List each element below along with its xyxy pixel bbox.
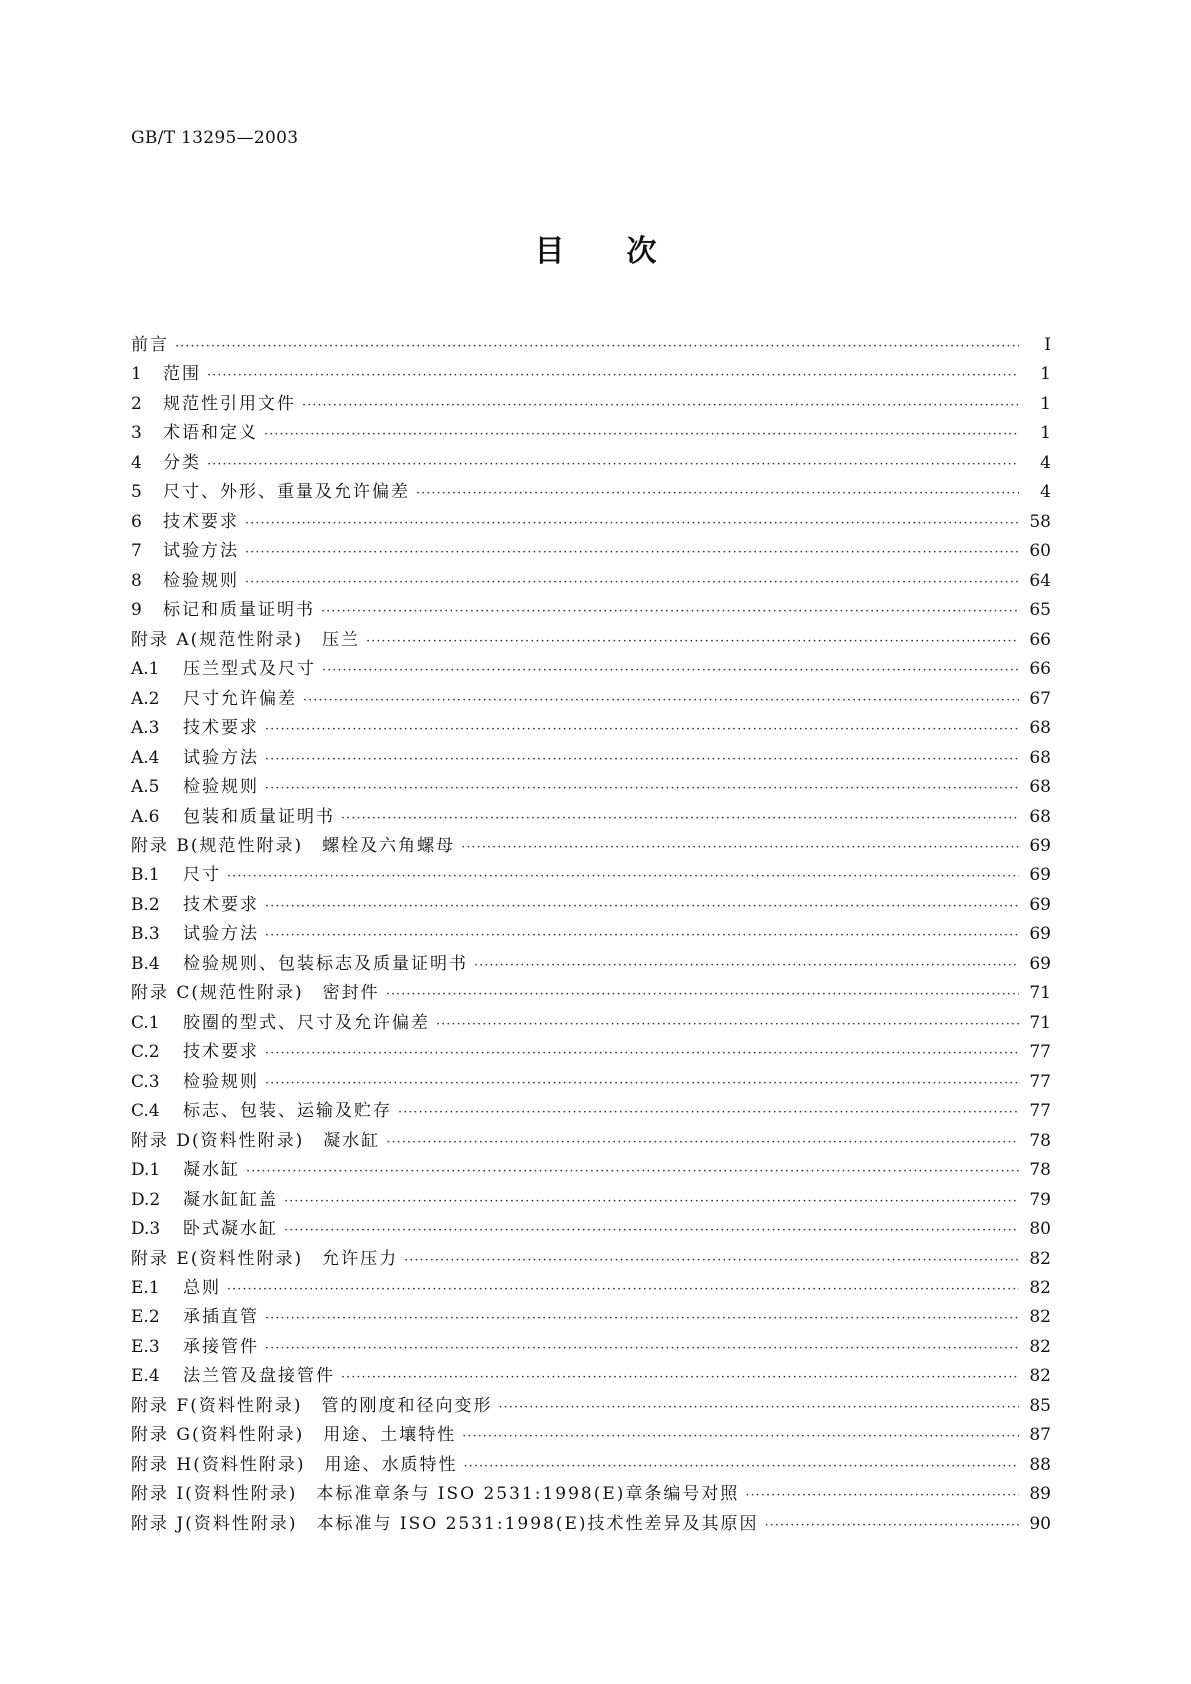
toc-entry-title: 承插直管 xyxy=(183,1307,259,1328)
toc-entry-title: 技术要求 xyxy=(183,718,259,739)
toc-dot-leader xyxy=(207,457,1019,472)
toc-entry-title: 凝水缸缸盖 xyxy=(183,1189,278,1210)
toc-entry-page: 68 xyxy=(1029,777,1051,798)
toc-dot-leader xyxy=(265,1341,1019,1356)
toc-entry-number: A.4 xyxy=(131,747,160,768)
toc-entry-title: 标志、包装、运输及贮存 xyxy=(183,1101,392,1122)
toc-title-char-1: 目 xyxy=(534,234,565,269)
toc-entry-page: 77 xyxy=(1029,1071,1051,1092)
toc-entry-number: 4 xyxy=(131,452,142,473)
toc-entry[interactable] xyxy=(131,1450,1051,1479)
toc-entry-number: 5 xyxy=(131,482,142,503)
toc-entry-title: 附录 E(资料性附录) 允许压力 xyxy=(131,1248,399,1269)
toc-title-char-2: 次 xyxy=(626,234,657,269)
toc-entry[interactable] xyxy=(131,949,1051,978)
toc-entry-number: D.2 xyxy=(131,1189,161,1210)
toc-entry-title: 附录 G(资料性附录) 用途、土壤特性 xyxy=(131,1425,457,1446)
toc-entry-number: B.2 xyxy=(131,894,160,915)
toc-entry[interactable] xyxy=(131,1155,1051,1184)
toc-entry[interactable] xyxy=(131,802,1051,831)
toc-entry-title: 压兰型式及尺寸 xyxy=(183,659,316,680)
table-of-contents xyxy=(131,330,1051,1538)
toc-entry-page: 82 xyxy=(1029,1307,1051,1328)
toc-dot-leader xyxy=(265,722,1019,737)
toc-entry-page: 66 xyxy=(1029,659,1051,680)
toc-entry-number: C.4 xyxy=(131,1101,160,1122)
toc-entry[interactable] xyxy=(131,713,1051,742)
toc-entry-title: 凝水缸 xyxy=(183,1160,240,1181)
toc-entry[interactable] xyxy=(131,448,1051,477)
toc-entry[interactable] xyxy=(131,1037,1051,1066)
toc-entry[interactable] xyxy=(131,1479,1051,1508)
toc-entry-page: 66 xyxy=(1029,629,1051,650)
toc-dot-leader xyxy=(436,1017,1019,1032)
toc-entry-title: 检验规则 xyxy=(183,1071,259,1092)
toc-entry-title: 规范性引用文件 xyxy=(163,393,296,414)
toc-entry-number: C.2 xyxy=(131,1042,160,1063)
toc-entry[interactable] xyxy=(131,1214,1051,1243)
toc-entry-title: 术语和定义 xyxy=(163,423,258,444)
toc-entry[interactable] xyxy=(131,418,1051,447)
toc-dot-leader xyxy=(245,516,1019,531)
toc-entry-number: D.1 xyxy=(131,1160,161,1181)
toc-entry[interactable] xyxy=(131,1185,1051,1214)
toc-dot-leader xyxy=(474,958,1019,973)
toc-dot-leader xyxy=(265,1076,1019,1091)
toc-entry-number: 6 xyxy=(131,511,142,532)
toc-entry[interactable] xyxy=(131,1391,1051,1420)
toc-entry-page: 68 xyxy=(1029,718,1051,739)
toc-entry-title: 附录 A(规范性附录) 压兰 xyxy=(131,629,360,650)
toc-entry-title: 总则 xyxy=(183,1278,221,1298)
toc-entry-page: 69 xyxy=(1029,953,1051,974)
toc-entry-page: 68 xyxy=(1029,806,1051,827)
toc-entry-number: 1 xyxy=(131,364,142,385)
toc-entry-title: 前言 xyxy=(131,335,169,355)
toc-entry-title: 范围 xyxy=(163,364,201,385)
toc-entry[interactable] xyxy=(131,1302,1051,1331)
toc-entry-page: 68 xyxy=(1029,747,1051,768)
toc-title xyxy=(0,226,1191,270)
toc-dot-leader xyxy=(265,1046,1019,1061)
toc-entry[interactable] xyxy=(131,389,1051,418)
toc-entry-number: D.3 xyxy=(131,1219,161,1240)
toc-entry-page: 64 xyxy=(1029,570,1051,591)
toc-dot-leader xyxy=(321,604,1019,619)
toc-entry[interactable] xyxy=(131,1509,1051,1538)
toc-entry-number: B.1 xyxy=(131,865,160,886)
toc-entry[interactable] xyxy=(131,772,1051,801)
toc-dot-leader xyxy=(246,1164,1019,1179)
toc-entry[interactable] xyxy=(131,477,1051,506)
toc-entry-number: A.3 xyxy=(131,718,160,739)
toc-dot-leader xyxy=(322,663,1019,678)
toc-dot-leader xyxy=(386,987,1019,1002)
toc-entry-page: 65 xyxy=(1029,600,1051,621)
toc-entry-page: 88 xyxy=(1029,1454,1051,1475)
toc-entry[interactable] xyxy=(131,1067,1051,1096)
toc-entry-page: 85 xyxy=(1029,1395,1051,1416)
toc-entry-page: 69 xyxy=(1029,835,1051,856)
toc-entry-page: 78 xyxy=(1029,1130,1051,1151)
toc-entry-title: 尺寸、外形、重量及允许偏差 xyxy=(163,482,410,503)
toc-entry-page: 1 xyxy=(1040,393,1051,414)
toc-entry-title: 技术要求 xyxy=(183,1042,259,1063)
toc-dot-leader xyxy=(303,693,1019,708)
toc-entry[interactable] xyxy=(131,831,1051,860)
toc-entry[interactable] xyxy=(131,684,1051,713)
toc-entry-page: 67 xyxy=(1029,688,1051,709)
toc-entry-title: 附录 H(资料性附录) 用途、水质特性 xyxy=(131,1454,458,1475)
toc-entry[interactable] xyxy=(131,566,1051,595)
toc-dot-leader xyxy=(745,1488,1019,1503)
toc-entry-page: 87 xyxy=(1029,1425,1051,1446)
toc-dot-leader xyxy=(265,1311,1019,1326)
toc-dot-leader xyxy=(264,427,1019,442)
toc-entry-title: 附录 J(资料性附录) 本标准与 ISO 2531:1998(E)技术性差异及其原因 xyxy=(131,1513,759,1534)
toc-dot-leader xyxy=(207,368,1019,383)
toc-entry-number: E.2 xyxy=(131,1307,160,1328)
toc-entry-page: 78 xyxy=(1029,1160,1051,1181)
toc-dot-leader xyxy=(386,1135,1019,1150)
toc-dot-leader xyxy=(461,840,1019,855)
toc-entry[interactable] xyxy=(131,625,1051,654)
toc-entry-number: 7 xyxy=(131,541,142,562)
toc-entry-title: 尺寸允许偏差 xyxy=(183,688,297,709)
toc-entry[interactable] xyxy=(131,890,1051,919)
toc-entry-title: 尺寸 xyxy=(183,865,221,886)
toc-entry-page: 82 xyxy=(1029,1336,1051,1357)
toc-entry-number: A.6 xyxy=(131,806,160,827)
toc-entry[interactable] xyxy=(131,860,1051,889)
toc-dot-leader xyxy=(366,634,1019,649)
toc-entry-title: 卧式凝水缸 xyxy=(183,1219,278,1240)
toc-entry-number: A.1 xyxy=(131,659,160,680)
toc-entry[interactable] xyxy=(131,919,1051,948)
toc-entry-page: 82 xyxy=(1029,1366,1051,1387)
toc-entry-page: 71 xyxy=(1029,1012,1051,1033)
toc-entry-page: 60 xyxy=(1029,541,1051,562)
toc-dot-leader xyxy=(302,398,1019,413)
toc-entry-number: 3 xyxy=(131,423,142,444)
toc-entry[interactable] xyxy=(131,1096,1051,1125)
toc-dot-leader xyxy=(404,1253,1019,1268)
toc-entry-number: E.3 xyxy=(131,1336,160,1357)
toc-entry-title: 试验方法 xyxy=(183,747,259,768)
toc-dot-leader xyxy=(227,1282,1019,1297)
toc-entry-title: 附录 C(规范性附录) 密封件 xyxy=(131,983,380,1004)
toc-entry-page: 90 xyxy=(1029,1513,1051,1534)
toc-entry-title: 胶圈的型式、尺寸及允许偏差 xyxy=(183,1012,430,1033)
toc-entry-title: 分类 xyxy=(163,452,201,473)
toc-entry-page: 58 xyxy=(1029,511,1051,532)
toc-entry[interactable] xyxy=(131,595,1051,624)
toc-entry-page: 1 xyxy=(1040,423,1051,444)
toc-entry-number: 9 xyxy=(131,600,142,621)
toc-dot-leader xyxy=(265,752,1019,767)
toc-entry-title: 技术要求 xyxy=(163,511,239,532)
toc-entry-title: 法兰管及盘接管件 xyxy=(183,1366,335,1387)
toc-entry-number: 2 xyxy=(131,393,142,414)
toc-entry-title: 附录 D(资料性附录) 凝水缸 xyxy=(131,1130,381,1151)
toc-entry-number: C.1 xyxy=(131,1012,160,1033)
toc-entry[interactable] xyxy=(131,978,1051,1007)
standard-number: GB/T 13295—2003 xyxy=(131,128,299,148)
toc-dot-leader xyxy=(341,1370,1019,1385)
toc-entry[interactable] xyxy=(131,1420,1051,1449)
toc-dot-leader xyxy=(462,1429,1019,1444)
toc-dot-leader xyxy=(245,575,1019,590)
toc-dot-leader xyxy=(227,869,1019,884)
toc-dot-leader xyxy=(498,1400,1019,1415)
toc-entry-title: 检验规则、包装标志及质量证明书 xyxy=(183,953,468,974)
toc-entry-title: 包装和质量证明书 xyxy=(183,806,335,827)
toc-entry[interactable] xyxy=(131,1273,1051,1302)
toc-entry-page: 77 xyxy=(1029,1101,1051,1122)
toc-dot-leader xyxy=(265,928,1019,943)
toc-dot-leader xyxy=(245,545,1019,560)
toc-entry-page: 89 xyxy=(1029,1484,1051,1505)
toc-dot-leader xyxy=(284,1194,1019,1209)
toc-entry-page: 69 xyxy=(1029,894,1051,915)
toc-entry[interactable] xyxy=(131,1244,1051,1273)
toc-entry[interactable] xyxy=(131,536,1051,565)
toc-entry-title: 附录 F(资料性附录) 管的刚度和径向变形 xyxy=(131,1395,493,1416)
toc-dot-leader xyxy=(416,486,1019,501)
toc-entry-title: 标记和质量证明书 xyxy=(163,600,315,621)
toc-entry-title: 试验方法 xyxy=(163,541,239,562)
toc-entry-page: 79 xyxy=(1029,1189,1051,1210)
toc-entry-number: C.3 xyxy=(131,1071,160,1092)
toc-entry-page: 77 xyxy=(1029,1042,1051,1063)
toc-entry-page: 69 xyxy=(1029,865,1051,886)
toc-entry-number: A.2 xyxy=(131,688,160,709)
toc-entry-number: E.1 xyxy=(131,1278,160,1298)
toc-entry-page: 1 xyxy=(1040,364,1051,385)
toc-entry-number: 8 xyxy=(131,570,142,591)
toc-dot-leader xyxy=(175,339,1019,354)
toc-entry[interactable] xyxy=(131,359,1051,388)
toc-entry-title: 承接管件 xyxy=(183,1336,259,1357)
toc-entry[interactable] xyxy=(131,743,1051,772)
toc-entry-number: E.4 xyxy=(131,1366,160,1387)
toc-entry[interactable] xyxy=(131,1361,1051,1390)
toc-dot-leader xyxy=(398,1105,1019,1120)
toc-entry-page: 80 xyxy=(1029,1219,1051,1240)
toc-entry[interactable] xyxy=(131,1008,1051,1037)
toc-entry[interactable] xyxy=(131,507,1051,536)
toc-entry[interactable] xyxy=(131,1332,1051,1361)
toc-entry-title: 技术要求 xyxy=(183,894,259,915)
toc-entry-page: 82 xyxy=(1029,1278,1051,1298)
toc-entry-page: 82 xyxy=(1029,1248,1051,1269)
toc-entry-title: 试验方法 xyxy=(183,924,259,945)
toc-entry-title: 检验规则 xyxy=(183,777,259,798)
toc-entry-page: 71 xyxy=(1029,983,1051,1004)
toc-entry[interactable] xyxy=(131,330,1051,359)
toc-entry-title: 附录 B(规范性附录) 螺栓及六角螺母 xyxy=(131,835,456,856)
toc-entry[interactable] xyxy=(131,654,1051,683)
toc-entry-title: 检验规则 xyxy=(163,570,239,591)
toc-entry[interactable] xyxy=(131,1126,1051,1155)
toc-dot-leader xyxy=(765,1518,1019,1533)
toc-entry-page: 4 xyxy=(1040,452,1051,473)
toc-dot-leader xyxy=(284,1223,1019,1238)
toc-entry-number: B.4 xyxy=(131,953,160,974)
toc-entry-number: A.5 xyxy=(131,777,160,798)
toc-entry-page: I xyxy=(1044,335,1051,355)
toc-dot-leader xyxy=(464,1459,1020,1474)
toc-dot-leader xyxy=(265,781,1019,796)
toc-dot-leader xyxy=(265,899,1019,914)
toc-entry-number: B.3 xyxy=(131,924,160,945)
toc-dot-leader xyxy=(341,811,1019,826)
toc-entry-page: 69 xyxy=(1029,924,1051,945)
toc-entry-page: 4 xyxy=(1040,482,1051,503)
toc-entry-title: 附录 I(资料性附录) 本标准章条与 ISO 2531:1998(E)章条编号对照 xyxy=(131,1484,740,1505)
